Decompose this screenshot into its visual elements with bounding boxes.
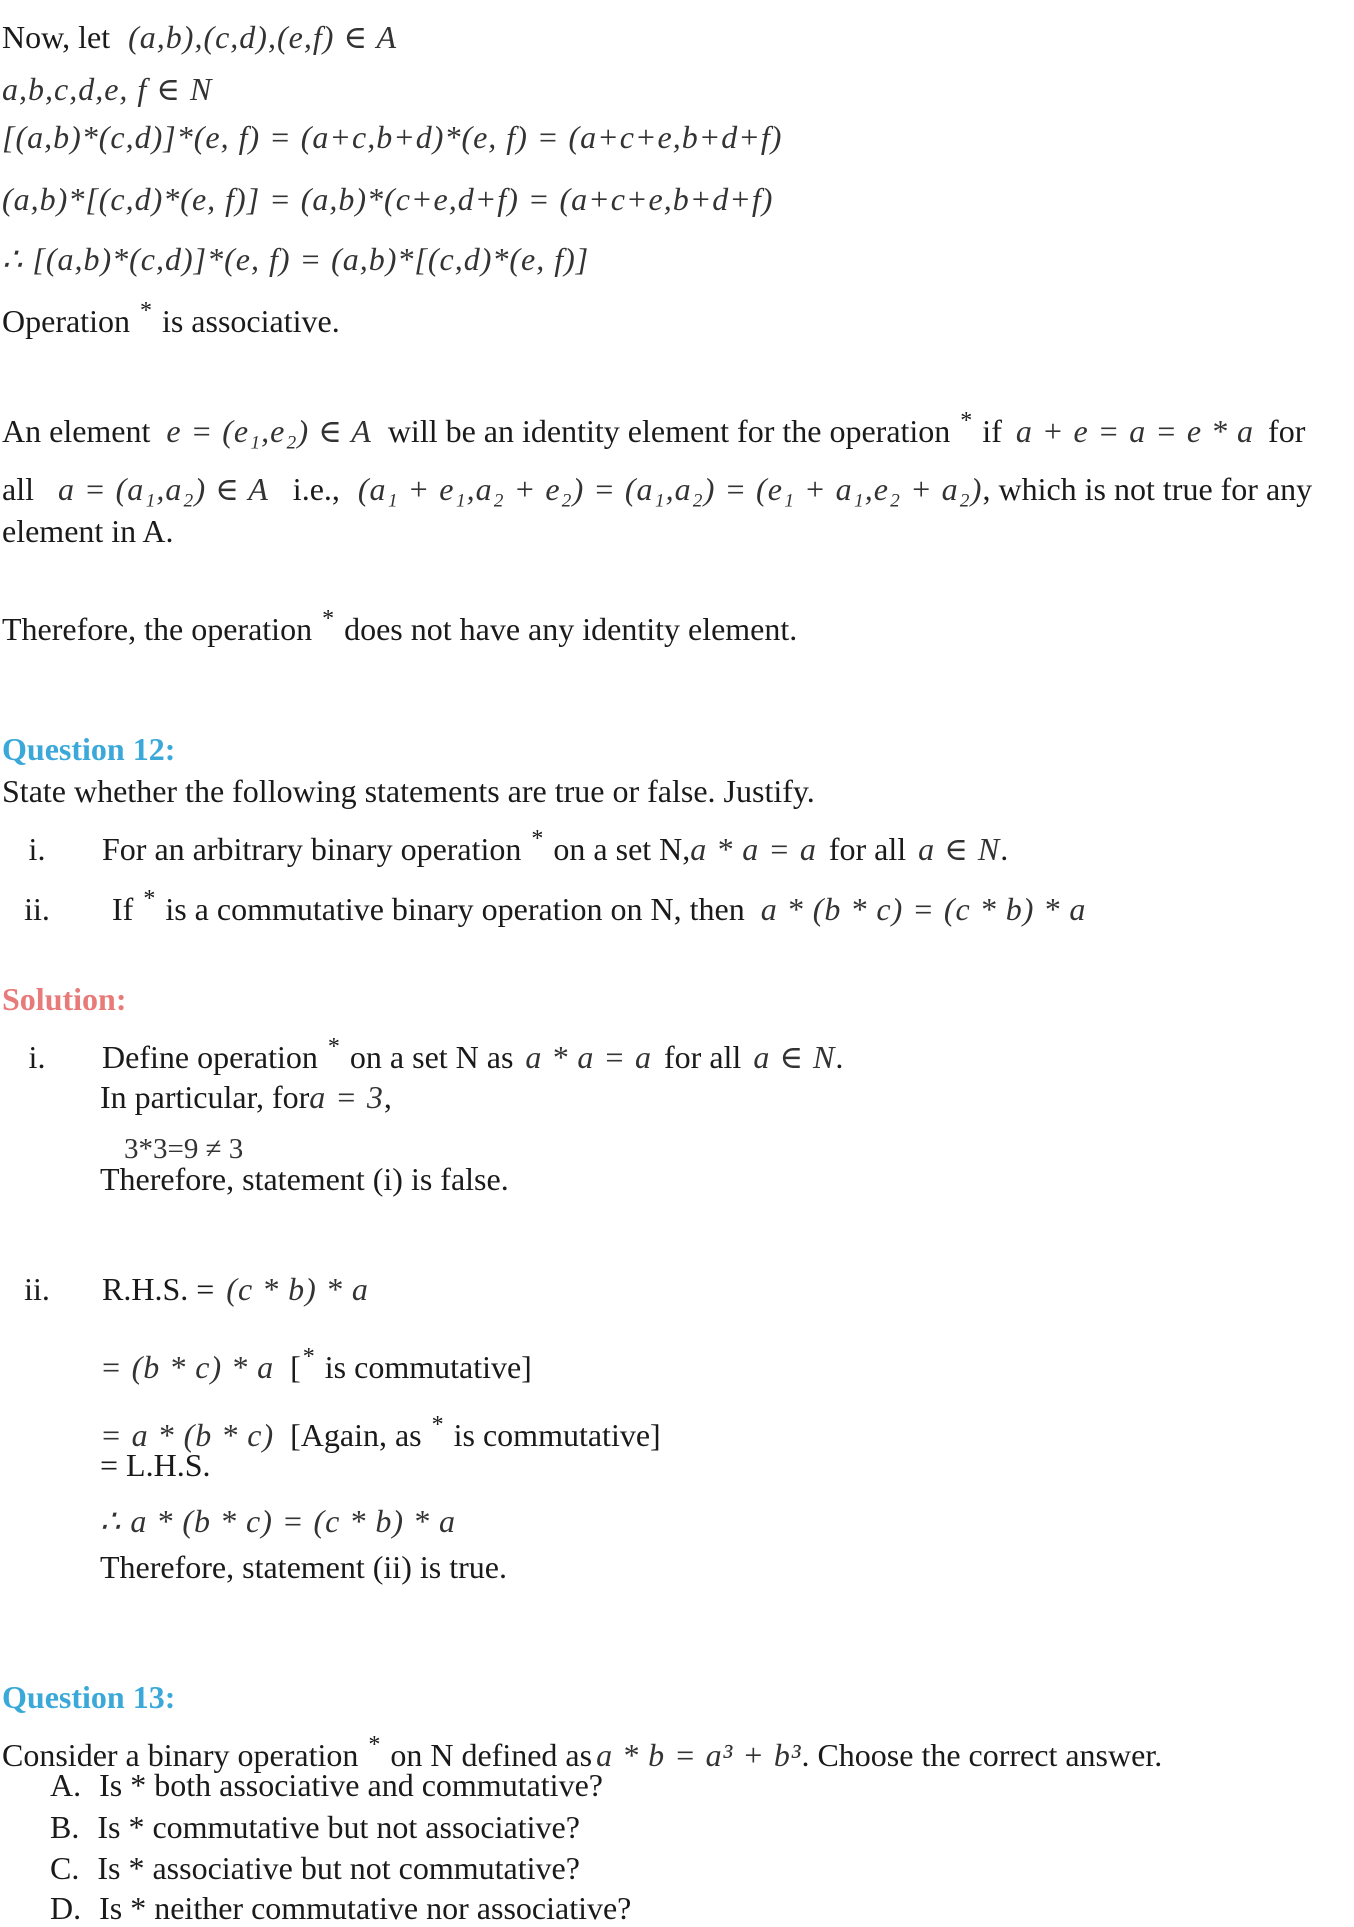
solution-heading	[2, 980, 126, 1018]
item-number: ii.	[24, 1271, 50, 1307]
q12-i-text-c: for all	[828, 831, 907, 867]
solution-step-1-math: = (b * c) * a	[100, 1349, 275, 1385]
solution-particular	[100, 1078, 392, 1116]
identity-ie-text: i.e.,	[292, 471, 340, 507]
q13-option-letter: C.	[50, 1850, 80, 1886]
solution-evaluation-math: 3*3=9 ≠ 3	[124, 1133, 244, 1165]
identity-text-b: will be an identity element for the operation	[387, 413, 951, 449]
q13-option	[50, 1808, 580, 1846]
item-number: ii.	[24, 891, 50, 927]
star-symbol: *	[143, 886, 156, 912]
identity-line-2	[2, 470, 1354, 508]
star-symbol: *	[368, 1732, 381, 1758]
q13-option	[50, 1849, 580, 1887]
q13-option-text: Is * associative but not commutative?	[97, 1850, 580, 1886]
solution-ii-conclusion-text: Therefore, statement (ii) is true.	[100, 1549, 507, 1585]
solution-lhs	[100, 1446, 211, 1484]
q13-option-text: Is * commutative but not associative?	[97, 1809, 580, 1845]
question-12-intro-text: State whether the following statements are true or false. Justify.	[2, 773, 815, 809]
solution-step-2-text-b: is commutative]	[453, 1417, 661, 1453]
identity-math-equality: (a₁ + e₁,a₂ + e₂) = (a₁,a₂) = (e₁ + a₁,e₂ + a₂)	[357, 471, 983, 507]
q12-ii-math: a * (b * c) = (c * b) * a	[760, 891, 1087, 927]
star-symbol: *	[327, 1034, 340, 1060]
q13-option-letter: A.	[50, 1767, 82, 1803]
identity-math-e: e = (e₁,e₂) ∈ A	[166, 413, 372, 449]
identity-text-c: if	[982, 413, 1002, 449]
solution-i-conclusion-text: Therefore, statement (i) is false.	[100, 1161, 509, 1197]
solution-rhs-text: R.H.S. =	[102, 1271, 215, 1307]
solution-i-math-1: a * a = a	[525, 1039, 653, 1075]
q13-option	[50, 1889, 631, 1927]
q13-option	[50, 1766, 603, 1804]
q13-option-letter: B.	[50, 1809, 80, 1845]
equation-2	[2, 180, 773, 218]
identity-text-d: for	[1268, 413, 1306, 449]
solution-particular-comma: ,	[383, 1079, 392, 1115]
identity-conclusion	[2, 600, 797, 648]
solution-i-text-c: for all	[664, 1039, 742, 1075]
equation-1	[2, 118, 782, 156]
equation-2-math: (a,b)*[(c,d)*(e, f)] = (a,b)*(c+e,d+f) = (a+c+e,b+d+f)	[2, 181, 774, 217]
equation-3-math: ∴ [(a,b)*(c,d)]*(e, f) = (a,b)*[(c,d)*(e, f)]	[2, 241, 590, 277]
identity-not-true-text: , which is not true for any	[982, 471, 1313, 507]
solution-ii-conclusion	[100, 1548, 507, 1586]
equation-1-math: [(a,b)*(c,d)]*(e, f) = (a+c,b+d)*(e, f) = (a+c+e,b+d+f)	[2, 119, 783, 155]
solution-therefore-math: ∴ a * (b * c) = (c * b) * a	[100, 1503, 456, 1539]
solution-step-1-bracket: [	[290, 1349, 301, 1385]
star-symbol: *	[431, 1412, 444, 1438]
membership-math: a,b,c,d,e, f ∈ N	[2, 71, 213, 107]
identity-math-a: a = (a₁,a₂) ∈ A	[57, 471, 269, 507]
solution-particular-math: a = 3	[309, 1079, 384, 1115]
question-12-item-i	[2, 820, 1008, 868]
q12-ii-text-b: is a commutative binary operation on N, then	[165, 891, 745, 927]
membership-line	[2, 70, 212, 108]
identity-math-condition: a + e = a = e * a	[1015, 413, 1255, 449]
question-12-heading	[2, 730, 175, 768]
solution-step-2-text-a: [Again, as	[290, 1417, 422, 1453]
star-symbol: *	[302, 1344, 315, 1370]
q12-i-text-b: on a set N,	[553, 831, 691, 867]
identity-conclusion-b: does not have any identity element.	[344, 611, 798, 647]
solution-title: Solution:	[2, 981, 127, 1017]
q13-option-text: Is * both associative and commutative?	[99, 1767, 603, 1803]
star-symbol: *	[531, 826, 544, 852]
q12-i-math-2: a ∈ N	[918, 831, 1001, 867]
solution-i-text-a: Define operation	[102, 1039, 318, 1075]
q12-i-text-a: For an arbitrary binary operation	[102, 831, 522, 867]
identity-line-1	[2, 402, 1354, 450]
now-let-math: (a,b),(c,d),(e,f) ∈ A	[128, 19, 398, 55]
associative-text: is associative.	[161, 303, 340, 339]
operation-text: Operation	[2, 303, 130, 339]
identity-element-text: element in A.	[2, 513, 174, 549]
question-12-intro	[2, 772, 815, 810]
q12-ii-text-a: If	[112, 891, 134, 927]
solution-lhs-text: = L.H.S.	[100, 1447, 211, 1483]
solution-step-1-text: is commutative]	[324, 1349, 532, 1385]
solution-therefore	[100, 1502, 456, 1540]
q13-intro-text-b: on N defined as	[390, 1737, 593, 1773]
solution-i-text-b: on a set N as	[349, 1039, 514, 1075]
identity-conclusion-a: Therefore, the operation	[2, 611, 313, 647]
q12-i-dot: .	[1000, 831, 1009, 867]
now-let-text: Now, let	[2, 19, 111, 55]
identity-line-3	[2, 512, 174, 550]
question-13-heading	[2, 1678, 175, 1716]
item-number: i.	[28, 831, 46, 867]
q12-i-math-1: a * a = a	[690, 831, 817, 867]
q13-intro-text-c: . Choose the correct answer.	[801, 1737, 1163, 1773]
question-12-item-ii	[2, 880, 1086, 928]
item-number: i.	[28, 1039, 46, 1075]
star-symbol: *	[139, 298, 152, 324]
question-12-title: Question 12:	[2, 731, 176, 767]
solution-i-conclusion	[100, 1160, 509, 1198]
q13-option-letter: D.	[50, 1890, 82, 1926]
solution-item-ii	[2, 1270, 369, 1308]
solution-step-1	[100, 1338, 532, 1386]
solution-particular-text: In particular, for	[100, 1079, 310, 1115]
equation-3	[2, 240, 589, 278]
solution-i-dot: .	[835, 1039, 844, 1075]
solution-rhs-math: (c * b) * a	[226, 1271, 369, 1307]
solution-item-i	[2, 1028, 843, 1076]
identity-text-a: An element	[2, 413, 151, 449]
identity-all-text: all	[2, 471, 34, 507]
associative-conclusion	[2, 292, 340, 340]
question-13-title: Question 13:	[2, 1679, 176, 1715]
solution-step-2-math: = a * (b * c)	[100, 1417, 275, 1453]
solution-i-math-2: a ∈ N	[753, 1039, 836, 1075]
star-symbol: *	[960, 408, 973, 434]
star-symbol: *	[322, 606, 335, 632]
q13-intro-math: a * b = a³ + b³	[596, 1737, 802, 1773]
q13-option-text: Is * neither commutative nor associative?	[99, 1890, 632, 1926]
now-let-line	[2, 18, 397, 56]
q13-intro-text-a: Consider a binary operation	[2, 1737, 359, 1773]
